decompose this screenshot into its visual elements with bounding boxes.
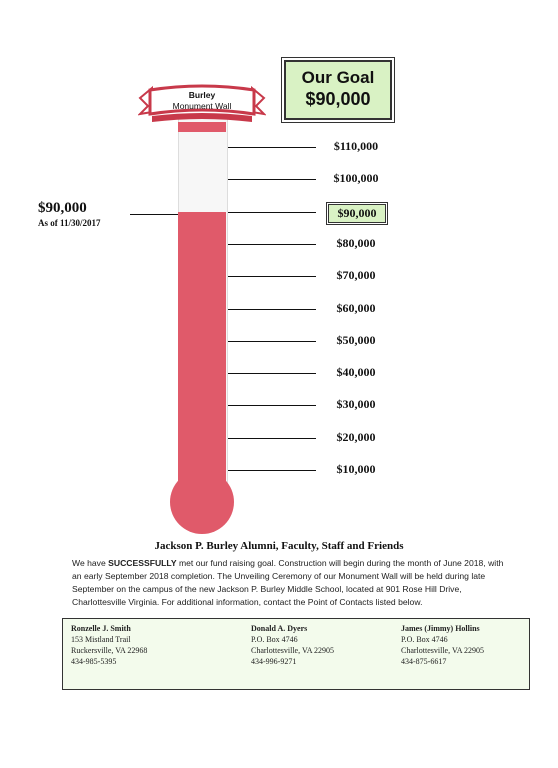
tick-label: $40,000: [336, 365, 376, 379]
tick-label: $20,000: [336, 430, 376, 444]
banner-line2: Monument Wall: [172, 101, 232, 111]
banner-line1: Burley: [188, 90, 216, 100]
contact-city: Charlottesville, VA 22905: [251, 646, 335, 655]
tick-line: [228, 309, 316, 310]
contacts-box: [62, 618, 530, 690]
contact-city: Ruckersville, VA 22968: [71, 646, 148, 655]
contact-city: Charlottesville, VA 22905: [401, 646, 485, 655]
contact-address: 153 Mistland Trail: [71, 635, 131, 644]
contact-name: Donald A. Dyers: [251, 624, 308, 633]
contact-phone: 434-985-5395: [71, 657, 117, 666]
tick-label: $10,000: [336, 462, 376, 476]
current-amount: $90,000: [38, 200, 87, 216]
tick-line: [228, 470, 316, 471]
contact-card: [251, 623, 334, 667]
heading: Jackson P. Burley Alumni, Faculty, Staff and Friends: [154, 540, 404, 552]
para-before: We have: [72, 558, 109, 568]
announcement-paragraph: [72, 557, 512, 609]
tick-line: [228, 212, 316, 213]
para-after: met our fund raising goal. Construction will begin during the month of June 2018, with an early September 2018 completion. The Unveiling Ceremony of our Monument Wall will be held during late September on the campus of the new Jackson P. Burley Middle School, located at 901 Rose Hill Drive, Charlottesville Virginia. For additional information, contact the Point of Contacts listed below.: [72, 558, 504, 607]
contact-name: Ronzelle J. Smith: [71, 624, 131, 633]
contact-address: P.O. Box 4746: [401, 635, 448, 644]
tick-label: $70,000: [336, 268, 376, 282]
tick-line: [228, 373, 316, 374]
thermometer-fill: [178, 212, 226, 500]
tick-label: $110,000: [333, 139, 379, 153]
tick-line: [228, 179, 316, 180]
tick-label: $80,000: [336, 236, 376, 250]
current-level-line: [130, 214, 178, 215]
contact-card: [71, 623, 147, 667]
current-as-of: As of 11/30/2017: [38, 218, 101, 228]
goal-amount: $90,000: [305, 89, 371, 109]
contact-phone: 434-875-6617: [401, 657, 447, 666]
contact-address: P.O. Box 4746: [251, 635, 298, 644]
contact-phone: 434-996-9271: [251, 657, 297, 666]
tick-label: $60,000: [336, 301, 376, 315]
contact-name: James (Jimmy) Hollins: [401, 624, 480, 633]
tick-line: [228, 405, 316, 406]
tick-line: [228, 341, 316, 342]
tick-line: [228, 276, 316, 277]
tick-line: [228, 147, 316, 148]
banner-text: [150, 90, 254, 112]
tick-label: $100,000: [333, 171, 379, 185]
tick-label: $90,000: [328, 204, 386, 223]
tick-label: $50,000: [336, 333, 376, 347]
tick-label: $30,000: [336, 397, 376, 411]
tick-line: [228, 244, 316, 245]
para-emphasis: SUCCESSFULLY: [108, 558, 177, 568]
goal-box: [284, 60, 392, 120]
tick-line: [228, 438, 316, 439]
goal-title: Our Goal: [301, 68, 375, 87]
contact-card: [401, 623, 484, 667]
thermometer-bulb: [170, 470, 234, 534]
